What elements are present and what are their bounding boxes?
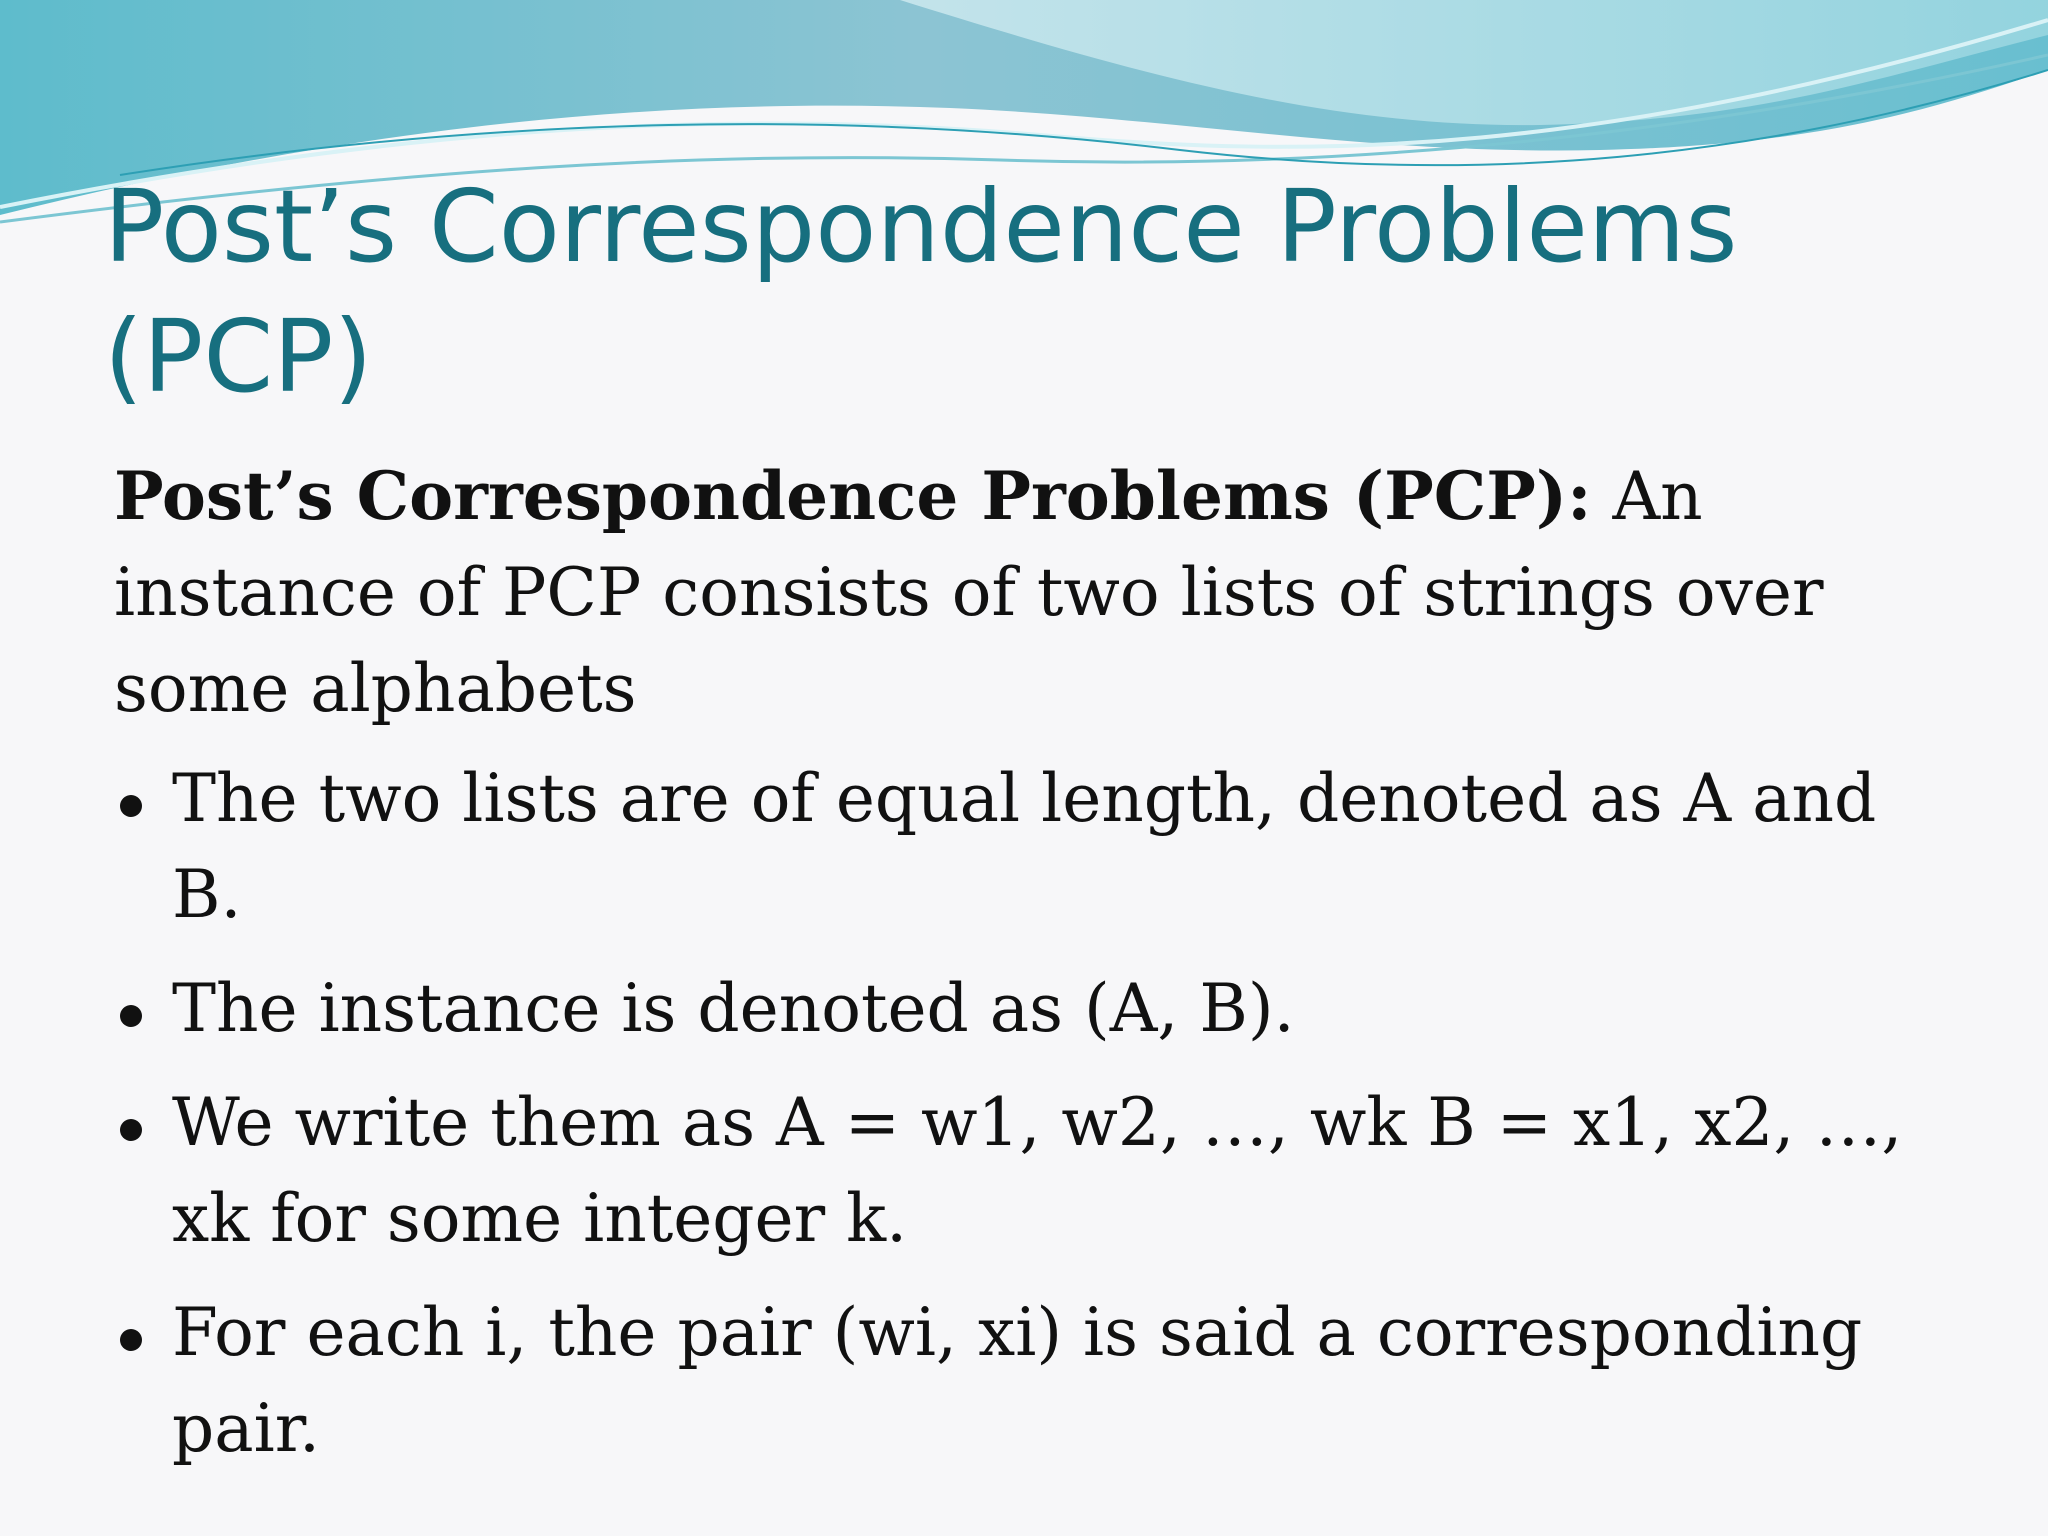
- bullet-text: The instance is denoted as (A, B).: [172, 970, 1295, 1047]
- bullet-item: [114, 1075, 1964, 1267]
- bullet-dot-icon: [120, 1005, 142, 1027]
- slide-body: [114, 448, 1964, 1495]
- bullet-dot-icon: [120, 1119, 142, 1141]
- bullet-text: The two lists are of equal length, denoted as A and B.: [172, 760, 1877, 933]
- definition-text: An instance of PCP consists of two lists of strings over some alphabets: [114, 458, 1824, 727]
- bullet-dot-icon: [120, 1329, 142, 1351]
- bullet-text: We write them as A = w1, w2, …, wk B = x1, x2, …, xk for some integer k.: [172, 1084, 1903, 1257]
- slide-title: Post’s Correspondence Problems (PCP): [104, 168, 1738, 415]
- bullet-list: [114, 751, 1964, 1477]
- bullet-text: For each i, the pair (wi, xi) is said a corresponding pair.: [172, 1294, 1863, 1467]
- bullet-item: [114, 1285, 1964, 1477]
- bullet-item: [114, 751, 1964, 943]
- bullet-dot-icon: [120, 795, 142, 817]
- definition-term: Post’s Correspondence Problems (PCP):: [114, 457, 1592, 535]
- definition-paragraph: [114, 448, 1964, 737]
- bullet-item: [114, 961, 1964, 1057]
